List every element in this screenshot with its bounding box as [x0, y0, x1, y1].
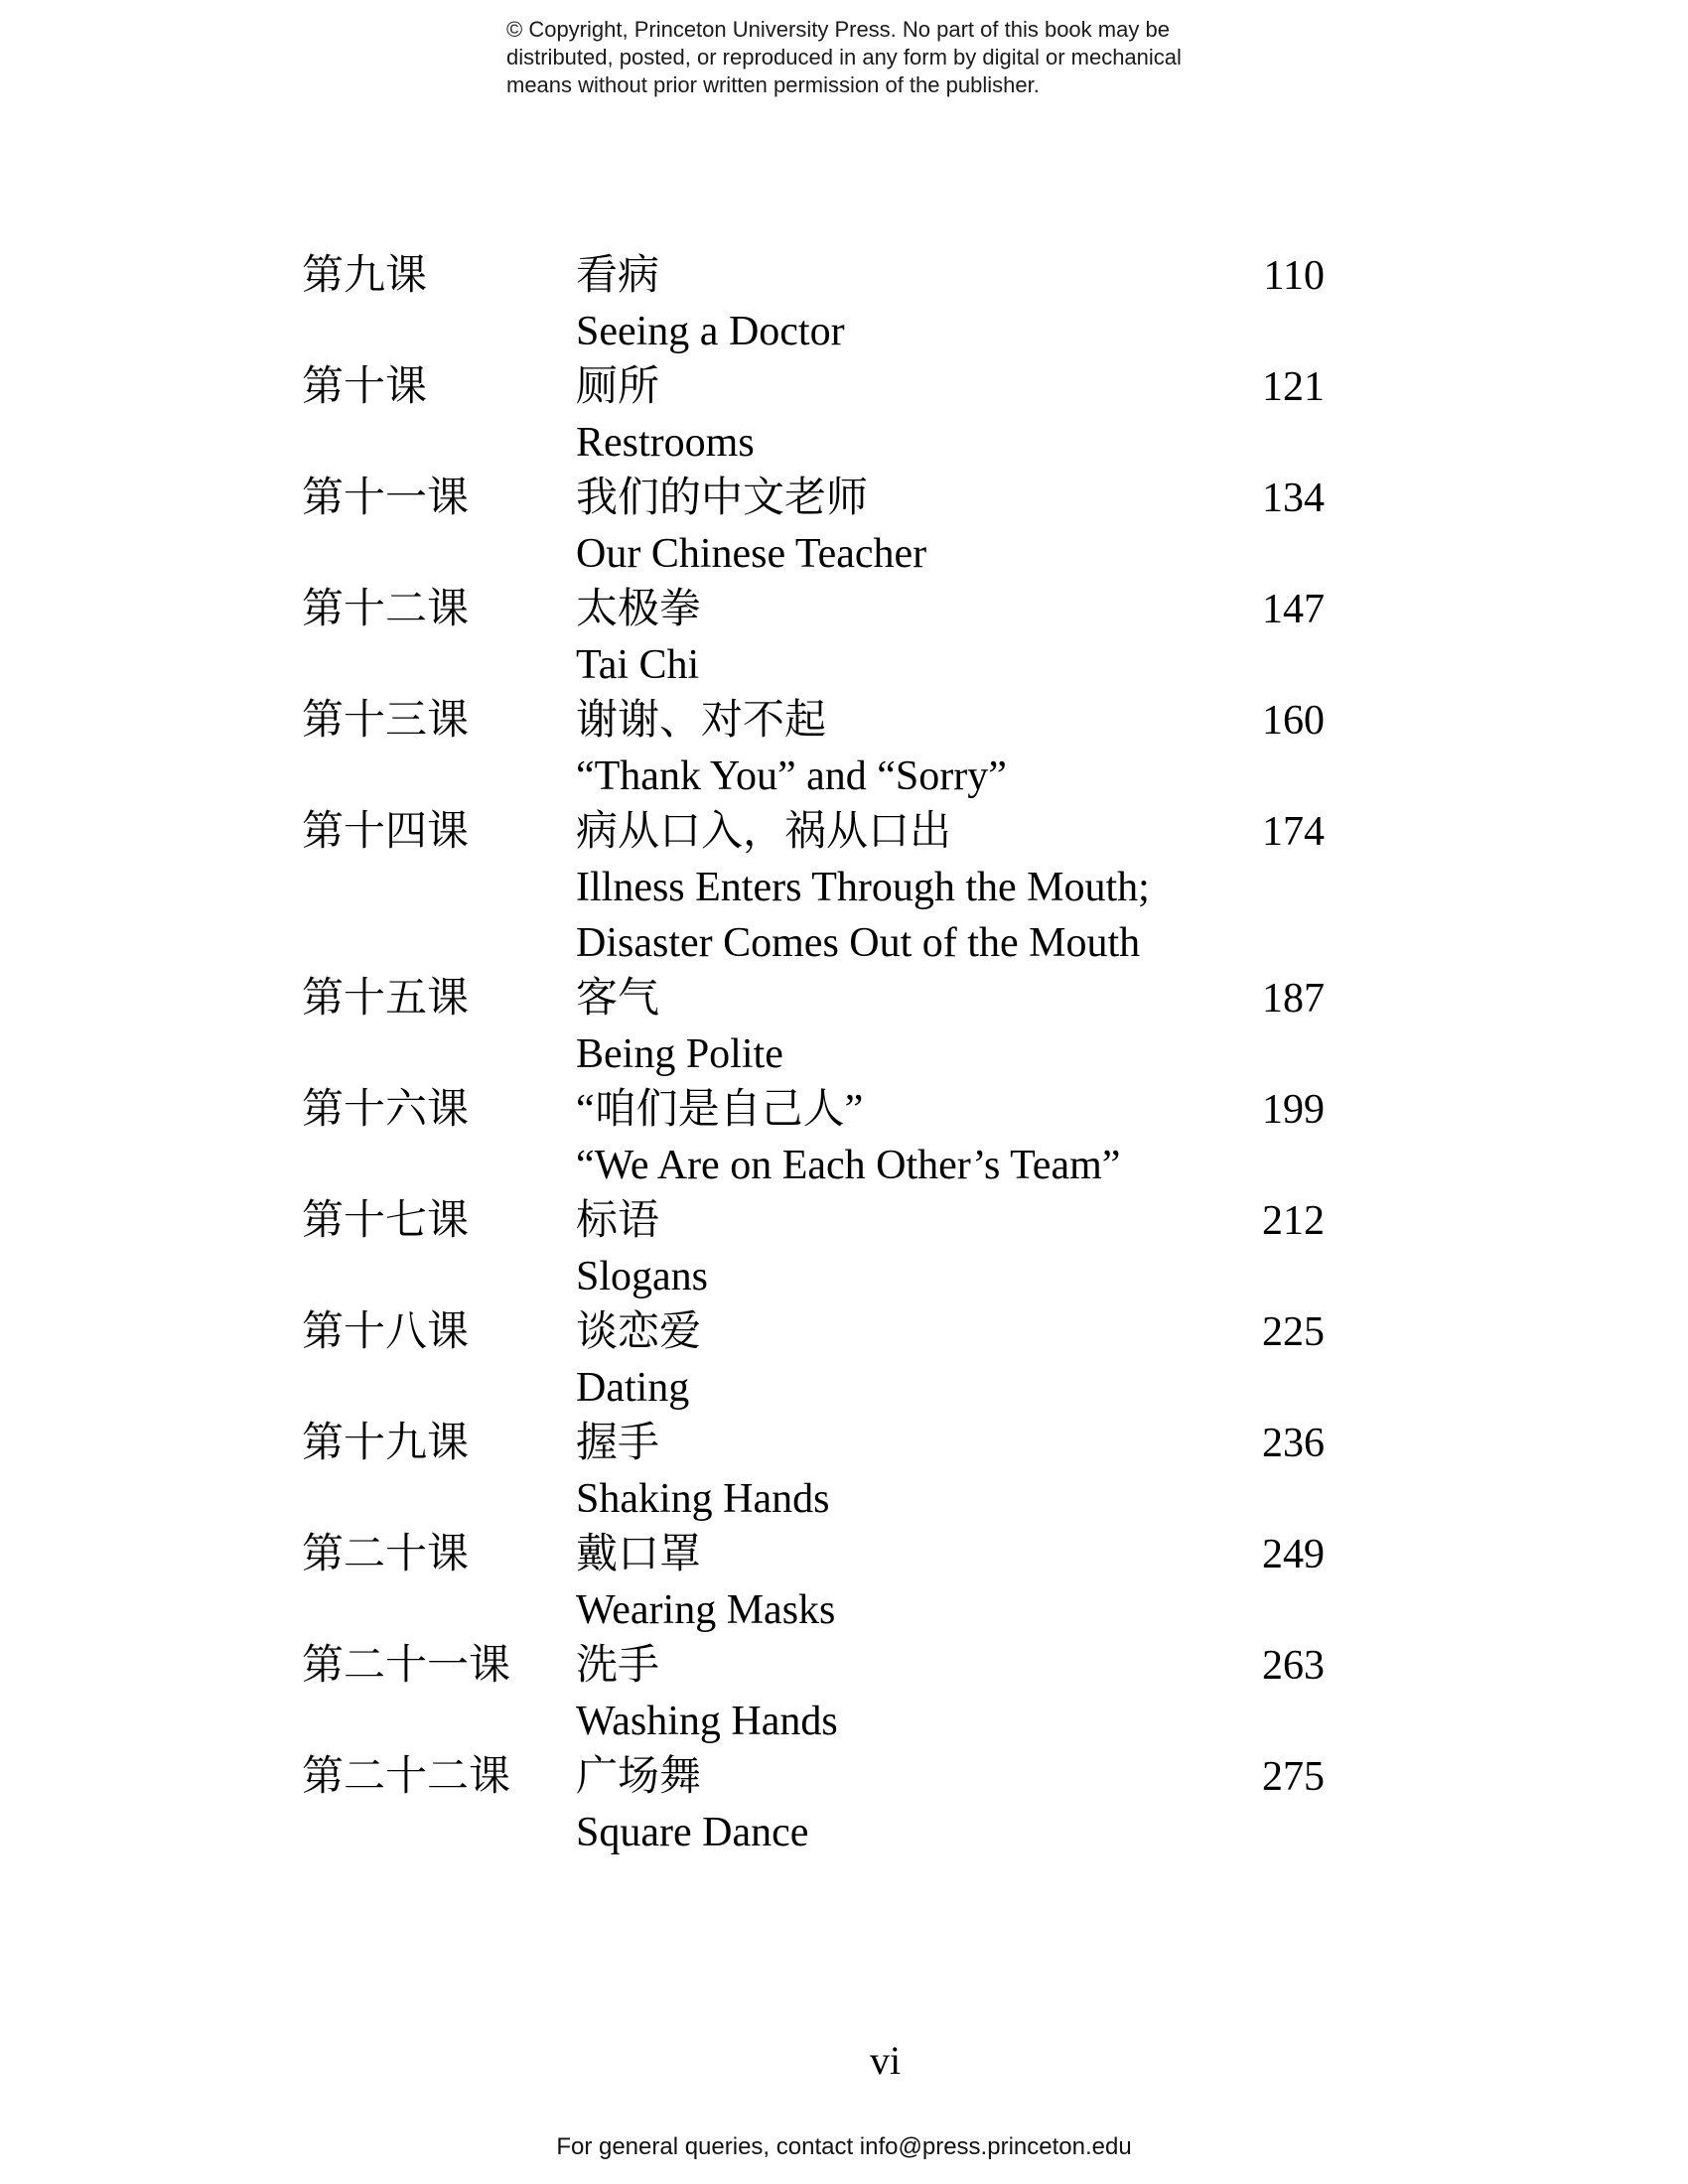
toc-title-en: Tai Chi	[576, 642, 700, 688]
toc-entry	[302, 471, 1325, 582]
toc-entry-titles	[576, 971, 1215, 1082]
toc-title-zh: 厕所	[576, 364, 660, 410]
toc-title-en: Dating	[576, 1365, 690, 1411]
toc-entry-titles	[576, 582, 1215, 693]
toc-title-zh: “咱们是自己人”	[576, 1087, 864, 1133]
toc-entry	[302, 1527, 1325, 1638]
toc-page-number: 199	[1262, 1087, 1325, 1133]
toc-entry-titles	[576, 1193, 1215, 1304]
toc-lesson-number-zh: 第十四课	[302, 809, 470, 855]
toc-lesson-number-zh: 第十七课	[302, 1198, 470, 1244]
toc-lesson-number-zh: 第十三课	[302, 698, 470, 744]
toc-title-en: Restrooms	[576, 420, 755, 466]
toc-page-number: 249	[1262, 1532, 1325, 1577]
toc-page-number: 225	[1262, 1309, 1325, 1355]
toc-title-en: Washing Hands	[576, 1699, 838, 1744]
toc-title-zh: 客气	[576, 976, 660, 1022]
table-of-contents	[302, 248, 1325, 1860]
toc-lesson-number-zh: 第十二课	[302, 587, 470, 632]
toc-title-zh: 洗手	[576, 1643, 660, 1689]
toc-entry	[302, 1638, 1325, 1749]
toc-page-number: 134	[1262, 476, 1325, 521]
toc-lesson-number-zh: 第十六课	[302, 1087, 470, 1133]
toc-lesson-number-zh: 第十五课	[302, 976, 470, 1022]
toc-entry-titles	[576, 359, 1215, 471]
toc-lesson-number-zh: 第十九课	[302, 1421, 470, 1466]
toc-entry-titles	[576, 1527, 1215, 1638]
toc-title-zh: 看病	[576, 253, 660, 299]
toc-page-number: 212	[1262, 1198, 1325, 1244]
toc-page-number: 110	[1263, 253, 1325, 299]
toc-title-en: “Thank You” and “Sorry”	[576, 753, 1007, 799]
toc-title-en: Slogans	[576, 1254, 709, 1299]
toc-title-en: Shaking Hands	[576, 1476, 830, 1522]
toc-title-en: Being Polite	[576, 1031, 783, 1077]
toc-lesson-number-zh: 第二十二课	[302, 1754, 511, 1800]
toc-entry	[302, 971, 1325, 1082]
toc-entry-titles	[576, 248, 1215, 359]
toc-title-en: Wearing Masks	[576, 1587, 836, 1633]
toc-title-zh: 握手	[576, 1421, 660, 1466]
toc-entry-titles	[576, 804, 1215, 971]
toc-title-zh: 戴口罩	[576, 1532, 702, 1577]
toc-entry-titles	[576, 471, 1215, 582]
toc-page-number: 160	[1262, 698, 1325, 744]
toc-title-en: Seeing a Doctor	[576, 309, 845, 354]
toc-page-number: 121	[1262, 364, 1325, 410]
toc-entry-titles	[576, 693, 1215, 804]
toc-page-number: 187	[1262, 976, 1325, 1022]
copyright-line-1: © Copyright, Princeton University Press. No part of this book may be	[506, 17, 1170, 42]
toc-entry	[302, 1304, 1325, 1416]
toc-entry	[302, 1193, 1325, 1304]
toc-lesson-number-zh: 第十课	[302, 364, 428, 410]
footer-contact-line: For general queries, contact info@press.princeton.edu	[556, 2133, 1132, 2160]
toc-entry	[302, 582, 1325, 693]
toc-title-en: Square Dance	[576, 1810, 809, 1855]
toc-page-number: 174	[1262, 809, 1325, 855]
toc-lesson-number-zh: 第二十课	[302, 1532, 470, 1577]
toc-entry	[302, 804, 1325, 971]
toc-title-en: Illness Enters Through the Mouth;	[576, 865, 1150, 910]
toc-title-zh: 谢谢、对不起	[576, 698, 827, 744]
toc-lesson-number-zh: 第二十一课	[302, 1643, 511, 1689]
toc-title-zh: 广场舞	[576, 1754, 702, 1800]
toc-entry	[302, 693, 1325, 804]
copyright-line-2: distributed, posted, or reproduced in any form by digital or mechanical	[506, 45, 1182, 69]
toc-entry-titles	[576, 1416, 1215, 1527]
toc-entry-titles	[576, 1749, 1215, 1860]
toc-entry	[302, 248, 1325, 359]
toc-title-en: “We Are on Each Other’s Team”	[576, 1143, 1121, 1188]
toc-entry	[302, 359, 1325, 471]
toc-page-number: 263	[1262, 1643, 1325, 1689]
copyright-notice	[506, 16, 1182, 99]
toc-title-en: Disaster Comes Out of the Mouth	[576, 920, 1141, 966]
toc-lesson-number-zh: 第十一课	[302, 476, 470, 521]
toc-page-number: 236	[1262, 1421, 1325, 1466]
toc-entry	[302, 1082, 1325, 1193]
toc-page-number: 147	[1262, 587, 1325, 632]
toc-entry-titles	[576, 1638, 1215, 1749]
toc-title-zh: 太极拳	[576, 587, 702, 632]
toc-page-number: 275	[1262, 1754, 1325, 1800]
toc-title-zh: 谈恋爱	[576, 1309, 702, 1355]
toc-entry-titles	[576, 1304, 1215, 1416]
toc-title-zh: 标语	[576, 1198, 660, 1244]
toc-title-en: Our Chinese Teacher	[576, 531, 927, 577]
toc-title-zh: 我们的中文老师	[576, 476, 869, 521]
toc-lesson-number-zh: 第十八课	[302, 1309, 470, 1355]
toc-title-zh: 病从口入，祸从口出	[576, 809, 952, 855]
toc-entry	[302, 1749, 1325, 1860]
toc-lesson-number-zh: 第九课	[302, 253, 428, 299]
copyright-line-3: means without prior written permission of the publisher.	[506, 72, 1040, 97]
toc-entry	[302, 1416, 1325, 1527]
toc-entry-titles	[576, 1082, 1215, 1193]
page-number-roman: vi	[870, 2038, 902, 2083]
